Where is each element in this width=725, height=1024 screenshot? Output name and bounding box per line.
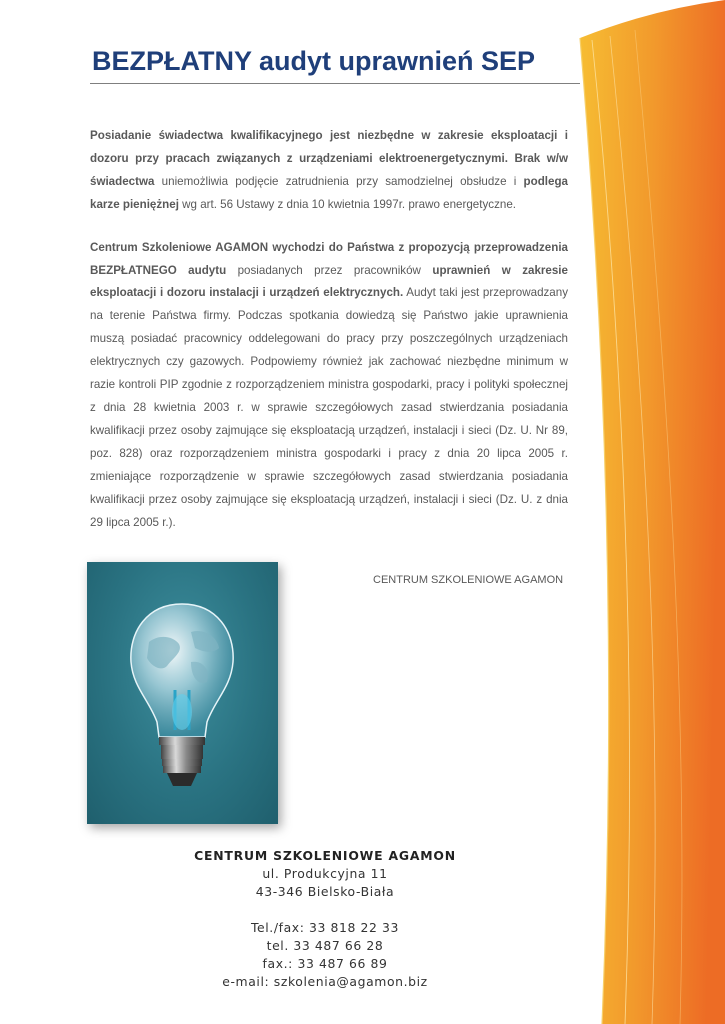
paragraph-1-run-3: podlega karze pieniężnej — [90, 174, 568, 211]
contact-street: ul. Produkcyjna 11 — [262, 866, 388, 881]
contact-city: 43-346 Bielsko-Biała — [255, 884, 395, 899]
contact-email: e-mail: szkolenia@agamon.biz — [222, 974, 428, 989]
light-bulb-icon — [87, 562, 278, 824]
paragraph-2-run-2: posiadanych przez pracowników — [226, 263, 433, 277]
contact-telfax: Tel./fax: 33 818 22 33 — [250, 920, 399, 935]
paragraph-1-run-4: wg art. 56 Ustawy z dnia 10 kwietnia 1997r. prawo energetyczne. — [178, 197, 516, 211]
title-divider — [90, 83, 580, 84]
contact-company-name: CENTRUM SZKOLENIOWE AGAMON — [194, 848, 456, 863]
paragraph-1-run-1: Posiadanie świadectwa kwalifikacyjnego jest niezbędne w zakresie eksploatacji i dozoru przy pracach związanych z urządzeniami elektroenergetycznymi. Brak w/w świadectwa — [90, 129, 568, 188]
contact-block — [160, 847, 490, 991]
paragraph-1-run-2: uniemożliwia podjęcie zatrudnienia przy samodzielnej obsłudze i — [154, 174, 524, 188]
light-bulb-photo — [87, 562, 278, 824]
paragraph-2-run-3: uprawnień w zakresie eksploatacji i dozoru instalacji i urządzeń elektrycznych. — [90, 263, 568, 300]
paragraph-2-run-4: Audyt taki jest przeprowadzany na terenie Państwa firmy. Podczas spotkania dowiedzą się Państwo jakie uprawnienia muszą posiadać pracownicy oddelegowani do pracy przy poszczególnych urządzeniach elektrycznych czy gazowych. Podpowiemy również jak zachować niezbędne minimum w razie kontroli PIP zgodnie z rozporządzeniem ministra gospodarki, pracy i polityki społecznej z dnia 28 kwietnia 2003 r. w sprawie szczegółowych zasad stwierdzania posiadania kwalifikacji przez osoby zajmujące się eksploatacją urządzeń, instalacji i sieci (Dz. U. Nr 89, poz. 828) oraz rozporządzeniem ministra gospodarki i pracy z dnia 20 lipca 2005 r. zmieniające rozporządzenie w sprawie szczegółowych zasad stwierdzania posiadania kwalifikacji przez osoby zajmujące się eksploatacją urządzeń, instalacji i sieci (Dz. U. z dnia 29 lipca 2005 r.). — [90, 286, 569, 529]
body-text — [90, 125, 568, 534]
page-title: BEZPŁATNY audyt uprawnień SEP — [92, 46, 536, 76]
contact-tel: tel. 33 487 66 28 — [266, 938, 384, 953]
contact-fax: fax.: 33 487 66 89 — [262, 956, 388, 971]
signature: CENTRUM SZKOLENIOWE AGAMON — [373, 574, 564, 586]
paragraph-2 — [90, 237, 568, 535]
paragraph-2-run-1: Centrum Szkoleniowe AGAMON wychodzi do Państwa z propozycją przeprowadzenia BEZPŁATNEGO audytu — [90, 240, 568, 277]
paragraph-1 — [90, 125, 568, 217]
